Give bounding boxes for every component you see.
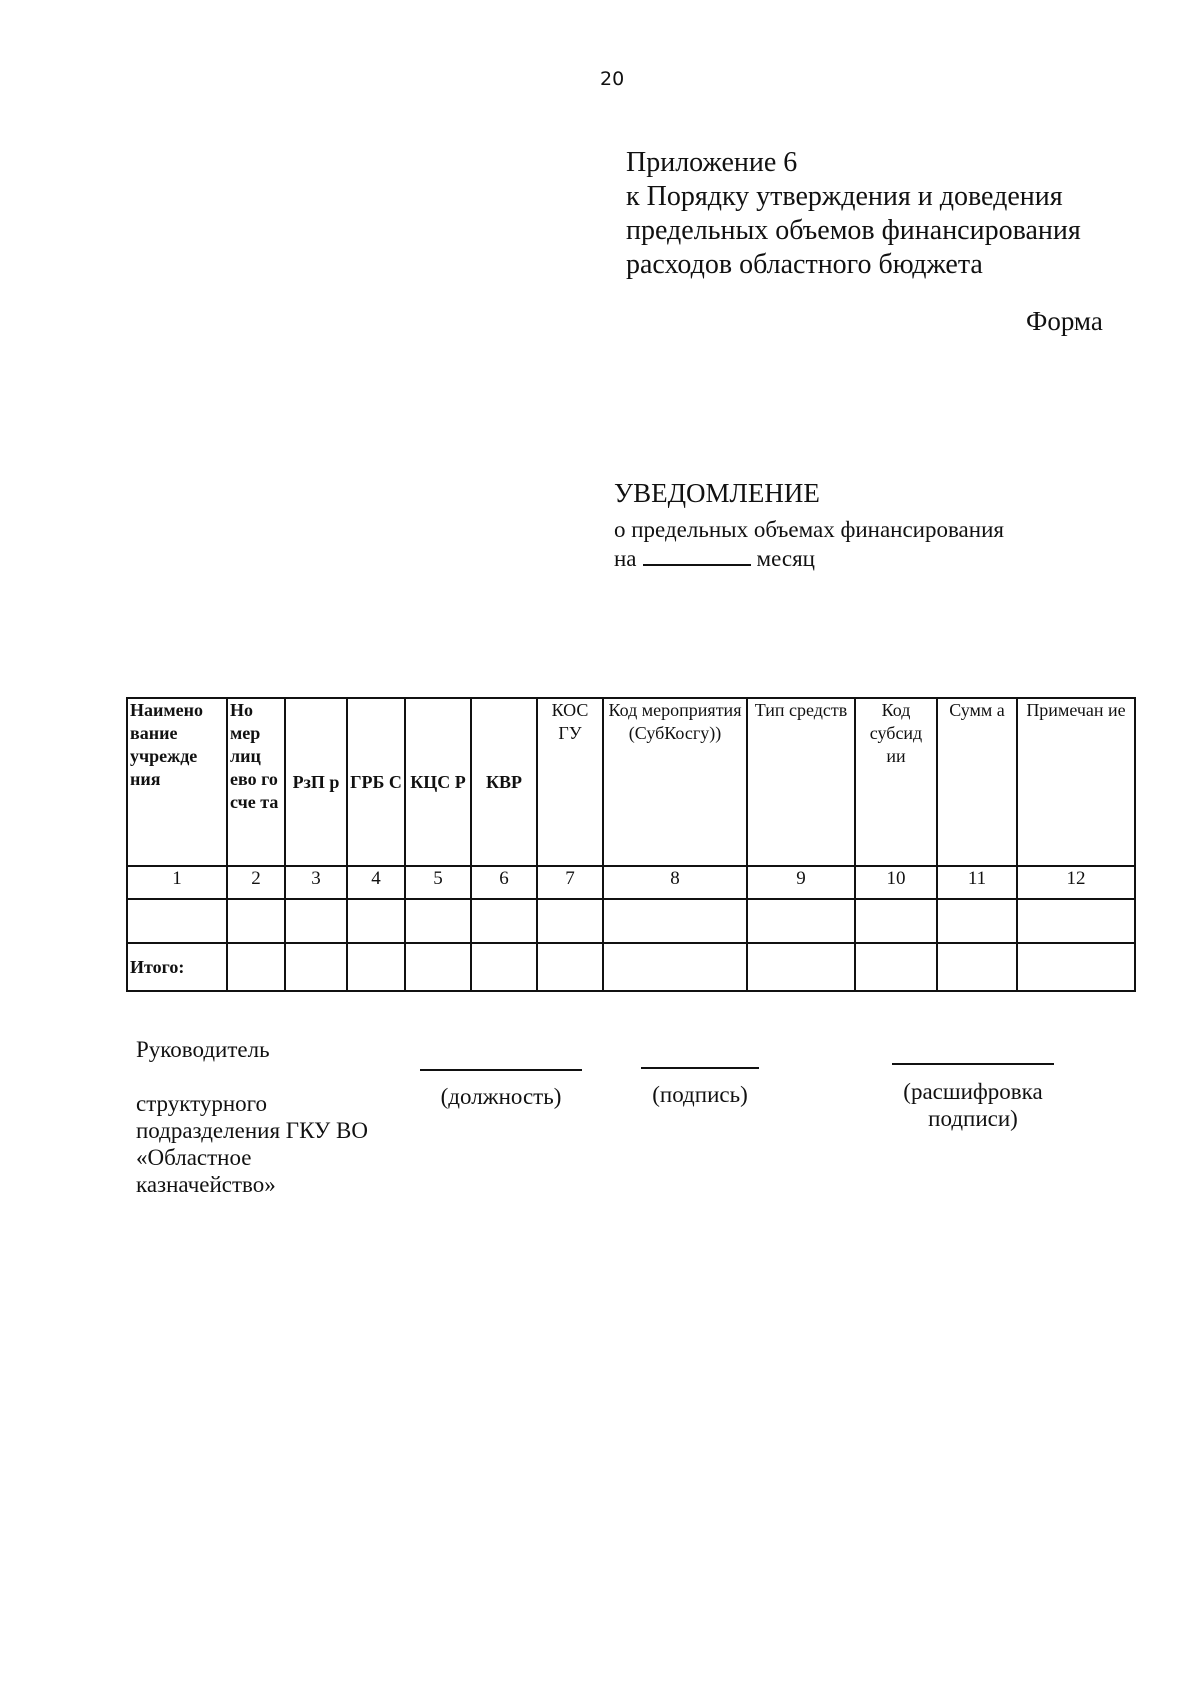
signer-unit bbox=[136, 1090, 426, 1198]
column-number: 12 bbox=[1017, 866, 1135, 899]
form-label: Форма bbox=[1026, 306, 1103, 336]
table-cell[interactable] bbox=[537, 899, 603, 943]
sign-line[interactable] bbox=[641, 1067, 759, 1069]
header-cell: Тип средств bbox=[747, 698, 855, 866]
column-number: 8 bbox=[603, 866, 747, 899]
table-cell[interactable] bbox=[537, 943, 603, 991]
column-number: 6 bbox=[471, 866, 537, 899]
table-cell[interactable] bbox=[855, 899, 937, 943]
total-label: Итого: bbox=[127, 943, 227, 991]
table-cell[interactable] bbox=[747, 943, 855, 991]
notice-title: УВЕДОМЛЕНИЕ bbox=[614, 478, 820, 508]
table-cell[interactable] bbox=[747, 899, 855, 943]
column-number: 4 bbox=[347, 866, 405, 899]
column-number: 7 bbox=[537, 866, 603, 899]
appendix-line: расходов областного бюджета bbox=[626, 249, 983, 280]
notice-month-line bbox=[614, 544, 1004, 573]
table-cell[interactable] bbox=[855, 943, 937, 991]
signer-line: «Областное bbox=[136, 1145, 252, 1170]
header-cell: Код мероприятия (СубКосгу)) bbox=[603, 698, 747, 866]
table-cell[interactable] bbox=[347, 943, 405, 991]
table-cell[interactable] bbox=[603, 899, 747, 943]
header-cell: КОС ГУ bbox=[537, 698, 603, 866]
table-cell[interactable] bbox=[471, 899, 537, 943]
signer-line-part: подразделения ГКУ ВО bbox=[136, 1118, 368, 1143]
month-blank-field[interactable] bbox=[643, 544, 751, 566]
column-number: 5 bbox=[405, 866, 471, 899]
table-total-row bbox=[127, 943, 1135, 991]
notice-subtitle: о предельных объемах финансирования bbox=[614, 517, 1004, 542]
table-cell[interactable] bbox=[227, 943, 285, 991]
table-cell[interactable] bbox=[347, 899, 405, 943]
notice-suffix: месяц bbox=[756, 546, 815, 571]
table-cell[interactable] bbox=[405, 899, 471, 943]
header-cell: КЦС Р bbox=[405, 698, 471, 866]
appendix-line: к Порядку утверждения и доведения bbox=[626, 181, 1063, 212]
table-cell[interactable] bbox=[285, 943, 347, 991]
table-cell[interactable] bbox=[405, 943, 471, 991]
position-caption: (должность) bbox=[440, 1084, 562, 1109]
table-cell[interactable] bbox=[603, 943, 747, 991]
signer-line: казначейство» bbox=[136, 1172, 276, 1197]
decode-caption: (расшифровка подписи) bbox=[903, 1079, 1043, 1131]
column-number: 11 bbox=[937, 866, 1017, 899]
notice-prefix: на bbox=[614, 546, 637, 571]
header-cell: Сумм а bbox=[937, 698, 1017, 866]
table-cell[interactable] bbox=[937, 943, 1017, 991]
header-cell: Но мер лиц ево го сче та bbox=[227, 698, 285, 866]
table-header-row bbox=[127, 698, 1135, 866]
header-cell: ГРБ С bbox=[347, 698, 405, 866]
signature-title: Руководитель bbox=[136, 1037, 270, 1062]
header-cell: Наимено вание учрежде ния bbox=[127, 698, 227, 866]
decode-line[interactable] bbox=[892, 1063, 1054, 1065]
column-number: 1 bbox=[127, 866, 227, 899]
header-cell: КВР bbox=[471, 698, 537, 866]
column-number: 3 bbox=[285, 866, 347, 899]
appendix-line: Приложение 6 bbox=[626, 147, 798, 178]
header-cell: РзП р bbox=[285, 698, 347, 866]
table-cell[interactable] bbox=[471, 943, 537, 991]
table-row bbox=[127, 899, 1135, 943]
notice-block bbox=[614, 476, 1004, 573]
header-cell: Примечан ие bbox=[1017, 698, 1135, 866]
limits-table bbox=[126, 697, 1136, 992]
signer-line bbox=[136, 1117, 420, 1144]
table-cell[interactable] bbox=[227, 899, 285, 943]
column-number: 10 bbox=[855, 866, 937, 899]
table-cell[interactable] bbox=[127, 899, 227, 943]
table-cell[interactable] bbox=[1017, 899, 1135, 943]
position-line[interactable] bbox=[420, 1069, 582, 1071]
table-cell[interactable] bbox=[937, 899, 1017, 943]
page-number: 20 bbox=[600, 68, 625, 90]
appendix-line: предельных объемов финансирования bbox=[626, 215, 1081, 246]
table-cell[interactable] bbox=[1017, 943, 1135, 991]
column-number: 9 bbox=[747, 866, 855, 899]
table-number-row bbox=[127, 866, 1135, 899]
table-cell[interactable] bbox=[285, 899, 347, 943]
header-cell: Код субсид ии bbox=[855, 698, 937, 866]
sign-caption: (подпись) bbox=[652, 1082, 748, 1107]
column-number: 2 bbox=[227, 866, 285, 899]
signer-line: структурного bbox=[136, 1091, 268, 1116]
appendix-header bbox=[626, 146, 1081, 282]
